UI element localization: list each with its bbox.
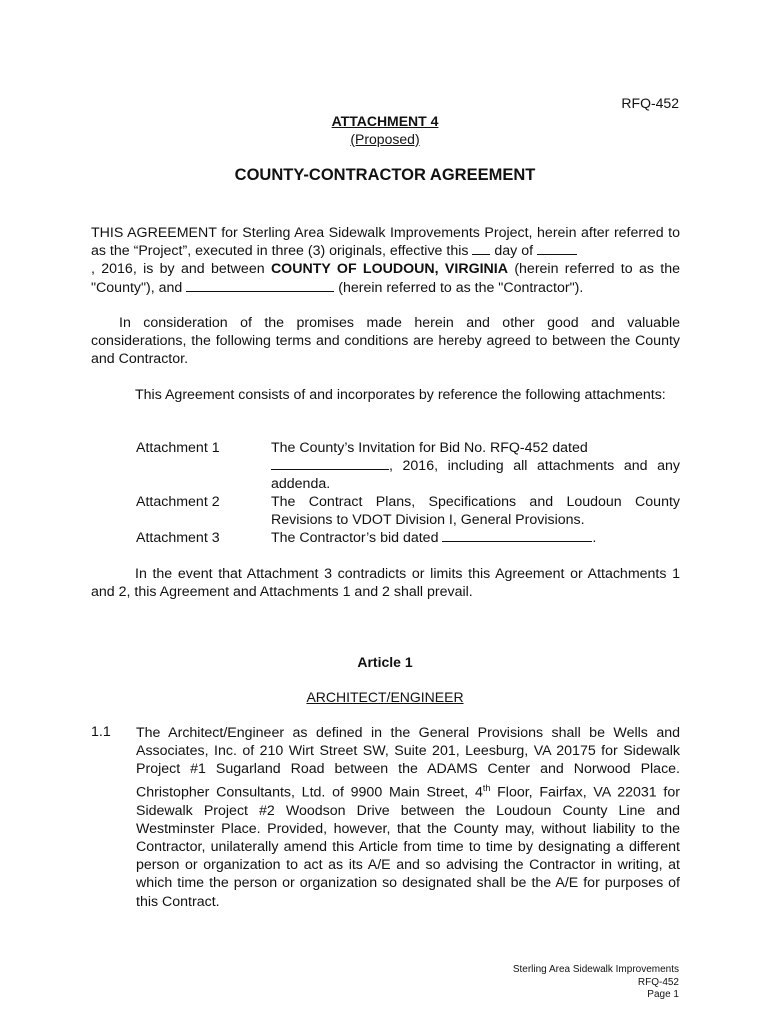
article-subtitle: ARCHITECT/ENGINEER bbox=[306, 689, 464, 705]
footer-rfq: RFQ-452 bbox=[637, 976, 679, 988]
attachment-title: ATTACHMENT 4 bbox=[331, 113, 439, 129]
consideration-paragraph bbox=[91, 314, 680, 369]
month-blank[interactable] bbox=[537, 242, 577, 255]
bid-date-blank[interactable] bbox=[271, 457, 389, 470]
attachment-row-1 bbox=[136, 439, 680, 493]
intro-text-d: (herein referred to as the "County"), and bbox=[91, 261, 680, 296]
attachment-row-3 bbox=[136, 529, 680, 547]
article-title: Article 1 bbox=[357, 654, 413, 670]
consideration-text: In consideration of the promises made herein and other good and valuable considerations, the following terms and conditions are hereby agreed to between the County and Contractor. bbox=[91, 315, 680, 368]
incorporates-paragraph bbox=[91, 386, 680, 404]
contractor-bid-date-blank[interactable] bbox=[442, 529, 592, 542]
intro-text-b: day of bbox=[494, 243, 534, 260]
contractor-blank[interactable] bbox=[186, 279, 334, 292]
intro-text-a: THIS AGREEMENT for Sterling Area Sidewalk Improvements Project, herein after referred to as the “Project”, executed in three (3) originals, effective this bbox=[91, 225, 680, 260]
intro-text-e: (herein referred to as the "Contractor"). bbox=[338, 279, 584, 296]
section-number: 1.1 bbox=[91, 724, 111, 740]
attachment-subtitle: (Proposed) bbox=[350, 131, 420, 147]
intro-text-c: , 2016, is by and between bbox=[91, 261, 265, 278]
incorporates-text: This Agreement consists of and incorporates by reference the following attachments: bbox=[135, 387, 666, 403]
attachment-row-2 bbox=[136, 493, 680, 529]
header-rfq-number: RFQ-452 bbox=[621, 95, 679, 111]
day-blank[interactable] bbox=[472, 242, 490, 255]
section-text: The Architect/Engineer as defined in the General Provisions shall be Wells and Associates, Inc. of 210 Wirt Street SW, Suite 201, Leesburg, VA 20175 for Sidewalk Project #1 Sugarland Road between the ADAMS Center and Norwood Place. Christopher Consultants, Ltd. of 9900 Main Street, 4th Floor, Fairfax, VA 22031 for Sidewalk Project #2 Woodson Drive between the Loudoun County Line and Westminster Place. Provided, however, that the County may, without liability to the Contractor, unilaterally amend this Article from time to time by designating a different person or organization to act as its A/E and so advising the Contractor in writing, at which time the person or organization so designated shall be the A/E for purposes of this Contract. bbox=[136, 725, 680, 910]
page-footer bbox=[513, 964, 679, 1002]
intro-paragraph bbox=[91, 224, 680, 297]
county-name: COUNTY OF LOUDOUN, VIRGINIA bbox=[270, 261, 508, 278]
footer-page: Page 1 bbox=[647, 989, 679, 1000]
precedence-text: In the event that Attachment 3 contradicts or limits this Agreement or Attachments 1 and 2, this Agreement and Attachments 1 and 2 shall prevail. bbox=[91, 566, 680, 601]
document-title: COUNTY-CONTRACTOR AGREEMENT bbox=[234, 166, 536, 184]
precedence-paragraph bbox=[91, 565, 680, 601]
attachment-label: Attachment 2 bbox=[136, 494, 220, 510]
footer-project: Sterling Area Sidewalk Improvements bbox=[512, 964, 679, 975]
attachment-text: The County’s Invitation for Bid No. RFQ-452 dated , 2016, including all attachments and any addenda. bbox=[271, 440, 680, 493]
attachment-text: The Contractor’s bid dated . bbox=[271, 530, 597, 546]
attachment-text: The Contract Plans, Specifications and Loudoun County Revisions to VDOT Division I, General Provisions. bbox=[271, 494, 680, 529]
attachment-label: Attachment 3 bbox=[136, 530, 220, 546]
attachment-label: Attachment 1 bbox=[136, 440, 220, 456]
